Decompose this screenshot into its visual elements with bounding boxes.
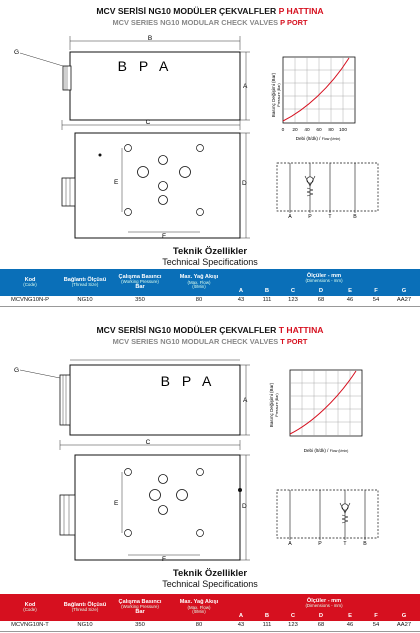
svg-text:A: A	[243, 397, 248, 404]
s1-port-labels: B P A	[117, 58, 173, 74]
section2-title: MCV SERİSİ NG10 MODÜLER ÇEKVALFLER T HATTINA	[96, 325, 324, 335]
svg-text:Debi (lt/dk) / Flow (l/min): Debi (lt/dk) / Flow (l/min)	[303, 448, 349, 453]
svg-text:Basınç Değişimi (Bar): Basınç Değişimi (Bar)	[271, 72, 276, 118]
svg-text:B: B	[147, 35, 153, 42]
section1-title: MCV SERİSİ NG10 MODÜLER ÇEKVALFLER P HATTINA	[96, 6, 324, 16]
svg-text:Pressure (Bar): Pressure (Bar)	[277, 83, 281, 107]
svg-text:F: F	[162, 556, 166, 563]
svg-text:G: G	[14, 367, 20, 374]
s1-spec-title-en: Technical Specifications	[162, 257, 258, 267]
svg-text:60: 60	[316, 128, 322, 133]
s2-pressure-graph	[269, 370, 362, 453]
svg-text:Pressure (Bar): Pressure (Bar)	[275, 393, 279, 417]
s2-table-row: MCVNG10N-T NG10 350 80 43 111 123 68 46 54 AA27	[0, 621, 420, 631]
svg-text:T: T	[343, 541, 347, 547]
svg-text:P: P	[318, 541, 322, 547]
s1-spec-title-tr: Teknik Özellikler	[172, 246, 248, 257]
s2-spec-title-tr: Teknik Özellikler	[172, 568, 248, 579]
s1-top-view	[14, 35, 250, 130]
svg-text:E: E	[114, 500, 119, 507]
s1-spec-table: Kod (Code) Bağlantı Ölçüsü (Thread Size) Çalışma Basıncı (Working Pressure) Bar Max. Yağ Akışı (Max. Flow) (lt/Min) Ölçüler - mm (Dimensions - mm) A B C D E F G MCVNG10N-P NG10 350 80 43 111 123 68 46 54 AA27	[0, 269, 420, 307]
s2-port-labels: B P A	[160, 373, 216, 389]
svg-text:40: 40	[304, 128, 310, 133]
hdr-thread: Bağlantı Ölçüsü (Thread Size)	[63, 276, 107, 288]
svg-text:Basınç Değişimi (Bar): Basınç Değişimi (Bar)	[269, 382, 274, 428]
svg-text:C: C	[145, 439, 151, 446]
s1-front-view	[62, 133, 250, 240]
svg-text:E: E	[114, 179, 119, 186]
s1-pressure-graph	[271, 57, 355, 141]
svg-text:G: G	[14, 49, 20, 56]
section2-subtitle: MCV SERIES NG10 MODULAR CHECK VALVES T PORT	[112, 337, 308, 346]
svg-text:100: 100	[338, 128, 348, 133]
svg-text:A: A	[243, 83, 248, 90]
svg-text:B: B	[353, 214, 357, 220]
svg-text:A: A	[288, 214, 292, 220]
section1-subtitle: MCV SERIES NG10 MODULAR CHECK VALVES P PORT	[112, 18, 308, 27]
s2-top-view	[14, 360, 250, 450]
s2-hydraulic-symbol	[277, 490, 378, 547]
svg-text:0: 0	[281, 128, 285, 133]
svg-text:F: F	[162, 233, 166, 240]
svg-text:20: 20	[292, 128, 298, 133]
s2-spec-title-en: Technical Specifications	[162, 579, 258, 589]
hdr-flow: Max. Yağ Akışı (Max. Flow) (lt/Min)	[179, 274, 219, 290]
hdr-dims: Ölçüler - mm (Dimensions - mm)	[305, 272, 343, 284]
svg-text:Debi (lt/dk) / Flow (l/min): Debi (lt/dk) / Flow (l/min)	[295, 136, 341, 141]
svg-text:D: D	[242, 503, 247, 510]
svg-text:P: P	[308, 214, 312, 220]
svg-text:A: A	[288, 541, 292, 547]
s2-spec-table: Kod (Code) Bağlantı Ölçüsü (Thread Size) Çalışma Basıncı (Working Pressure) Bar Max. Yağ Akışı (Max. Flow) (lt/Min) Ölçüler - mm (Dimensions - mm) A B C D E F G MCVNG10N-T NG10 350 80 43 111 123 68 46 54 AA27	[0, 594, 420, 632]
svg-text:B: B	[363, 541, 367, 547]
svg-text:D: D	[242, 180, 247, 187]
s1-table-row: MCVNG10N-P NG10 350 80 43 111 123 68 46 54 AA27	[0, 296, 420, 306]
s2-front-view	[60, 455, 250, 563]
svg-text:80: 80	[328, 128, 334, 133]
s1-hydraulic-symbol	[277, 163, 378, 220]
hdr-pressure: Çalışma Basıncı (Working Pressure) Bar	[118, 273, 162, 290]
svg-text:C: C	[145, 119, 151, 126]
svg-text:T: T	[328, 214, 332, 220]
hdr-code: Kod (Code)	[23, 276, 37, 288]
